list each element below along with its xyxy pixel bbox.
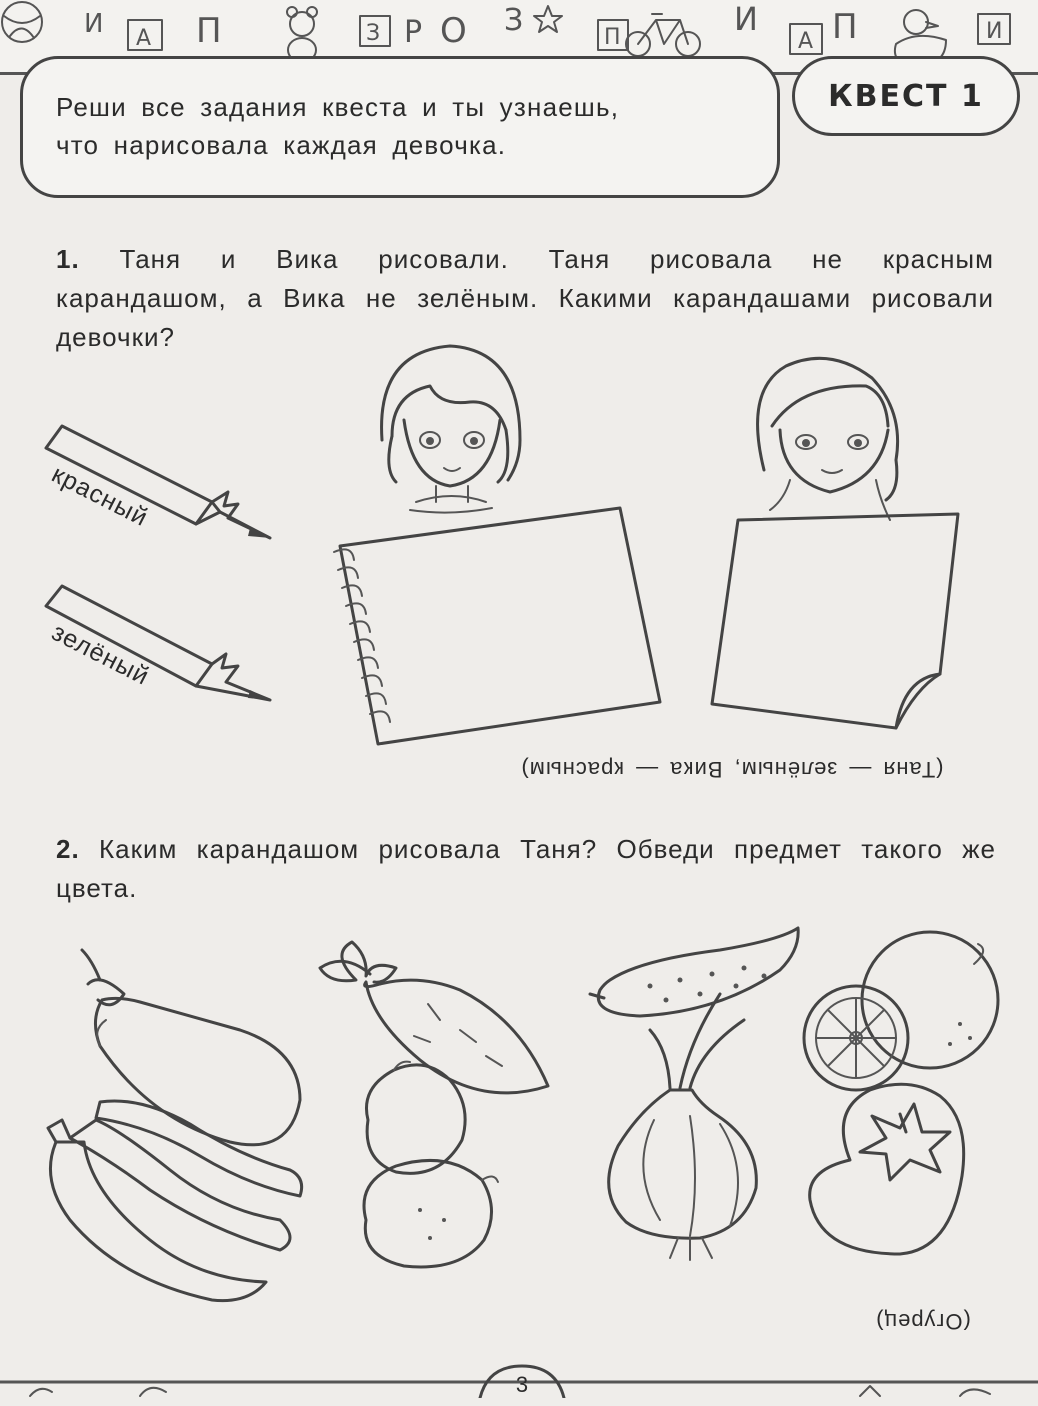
- bicycle-icon: [626, 14, 700, 56]
- banana-icon[interactable]: [48, 1101, 302, 1301]
- lemon-icon[interactable]: [364, 1062, 498, 1267]
- header-letter: П: [196, 11, 222, 51]
- teddy-bear-icon: [287, 7, 317, 62]
- paper-sheet-icon: [712, 514, 958, 728]
- header-letters: [84, 0, 1002, 54]
- header-letter: И: [734, 0, 758, 38]
- task-1-illustration: [0, 330, 1038, 760]
- header-letter: И: [986, 19, 1003, 44]
- task-1-number: 1.: [56, 244, 80, 274]
- header-letter: И: [84, 9, 104, 39]
- pencil-label-green: зелёный: [47, 618, 155, 691]
- task-2-text: [56, 830, 996, 908]
- girl-tanya-figure: [382, 346, 520, 513]
- pencil-label-red: красный: [47, 460, 153, 533]
- page-number: 3: [515, 1372, 529, 1397]
- header-letter: О: [440, 11, 467, 51]
- spiral-sketchbook-icon: [334, 508, 660, 744]
- orange-icon[interactable]: [804, 932, 998, 1090]
- eggplant-icon[interactable]: [82, 950, 300, 1145]
- cucumber-icon[interactable]: [590, 928, 798, 1016]
- star-icon: [534, 6, 562, 32]
- quest-badge-label: КВЕСТ 1: [828, 78, 984, 114]
- task-2-answer: (Огурец): [875, 1309, 971, 1334]
- intro-text: [56, 88, 756, 164]
- tomato-icon[interactable]: [810, 1084, 964, 1254]
- task-1-question: Таня и Вика рисовали. Таня рисовала не красным карандашом, а Вика не зелёным. Какими карандашами рисовали девочки?: [56, 244, 994, 352]
- header-letter: А: [136, 26, 152, 51]
- intro-line-1: Реши все задания квеста и ты узнаешь,: [56, 92, 620, 122]
- header-letter: З: [366, 21, 381, 46]
- intro-line-2: что нарисовала каждая девочка.: [56, 130, 507, 160]
- girl-vika-figure: [758, 358, 898, 520]
- header-letter: П: [832, 7, 858, 47]
- task-1-answer: (Таня — зелёным, Вика — красным): [520, 757, 944, 782]
- header-letter: З: [504, 3, 524, 38]
- header-letter: П: [604, 25, 621, 50]
- header-letter: А: [798, 29, 814, 54]
- header-letter: Р: [404, 15, 423, 50]
- ball-icon: [2, 2, 42, 42]
- onion-icon[interactable]: [609, 994, 757, 1260]
- task-2-number: 2.: [56, 834, 80, 864]
- task-2-items[interactable]: [0, 920, 1038, 1320]
- task-2-question: Каким карандашом рисовала Таня? Обведи предмет такого же цвета.: [56, 834, 996, 903]
- letter-block-icons: [128, 14, 1010, 54]
